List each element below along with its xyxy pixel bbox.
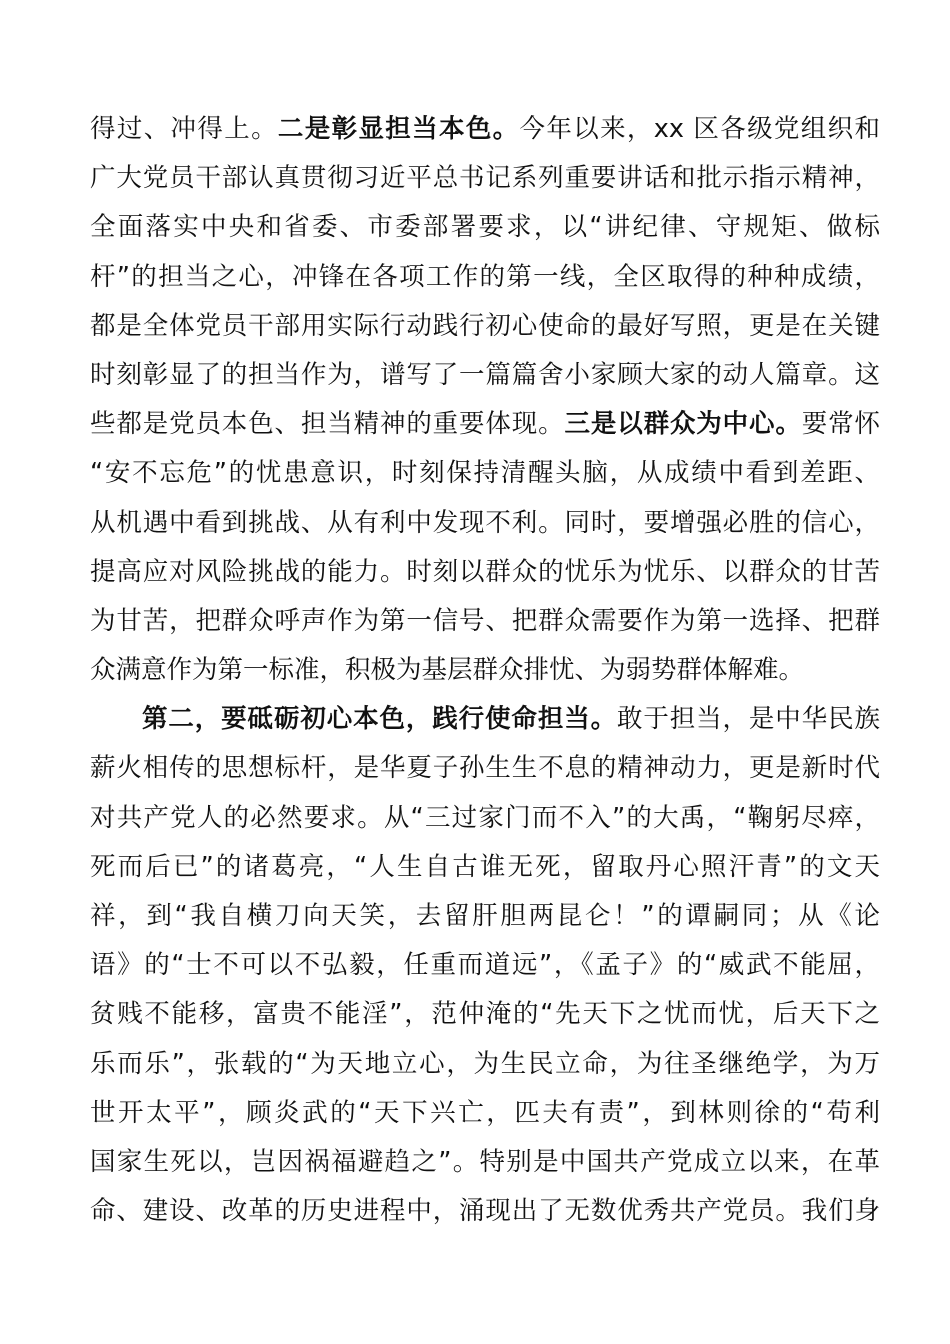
text-segment: 都是全体党员干部用实际行动践行初心使命的最好写照，更是在关键	[90, 310, 880, 341]
paragraph-1	[90, 105, 880, 695]
text-segment: 乐而乐”，张载的“为天地立心，为生民立命，为往圣继绝学，为万	[90, 1048, 880, 1079]
text-segment: 命、建设、改革的历史进程中，涌现出了无数优秀共产党员。我们身	[90, 1196, 880, 1227]
text-line	[90, 400, 880, 449]
text-line	[90, 744, 880, 793]
text-segment: 死而后已”的诸葛亮，“人生自古谁无死，留取丹心照汗青”的文天	[90, 851, 880, 882]
text-line	[90, 105, 880, 154]
text-line	[90, 597, 880, 646]
text-segment: 提高应对风险挑战的能力。时刻以群众的忧乐为忧乐、以群众的甘苦	[90, 556, 880, 587]
text-segment: 杆”的担当之心，冲锋在各项工作的第一线，全区取得的种种成绩，	[90, 261, 880, 292]
text-line	[90, 892, 880, 941]
bold-text-segment: 三是以群众为中心。	[564, 409, 802, 440]
text-line	[90, 203, 880, 252]
text-segment: 今年以来，xx 区各级党组织和	[519, 114, 880, 144]
text-segment: “安不忘危”的忧患意识，时刻保持清醒头脑，从成绩中看到差距、	[90, 458, 880, 489]
text-segment: 贫贱不能移，富贵不能淫”，范仲淹的“先天下之忧而忧，后天下之	[90, 999, 880, 1030]
text-segment: 世开太平”，顾炎武的“天下兴亡，匹夫有责”，到林则徐的“苟利	[90, 1097, 880, 1128]
text-line	[90, 695, 880, 744]
text-segment: 得过、冲得上。	[90, 114, 278, 144]
text-line	[90, 1089, 880, 1138]
text-line	[90, 843, 880, 892]
text-line	[90, 253, 880, 302]
text-segment: 敢于担当，是中华民族	[616, 704, 880, 735]
text-line	[90, 302, 880, 351]
text-line	[90, 941, 880, 990]
text-segment: 对共产党人的必然要求。从“三过家门而不入”的大禹，“鞠躬尽瘁，	[90, 802, 880, 833]
paragraph-2	[90, 695, 880, 1236]
document-page	[90, 105, 880, 1236]
text-segment: 全面落实中央和省委、市委部署要求，以“讲纪律、守规矩、做标	[90, 212, 880, 243]
text-segment: 祥，到“我自横刀向天笑，去留肝胆两昆仑！”的谭嗣同；从《论	[90, 901, 880, 931]
text-line	[90, 1138, 880, 1187]
text-segment: 从机遇中看到挑战、从有利中发现不利。同时，要增强必胜的信心，	[90, 507, 880, 538]
text-line	[90, 794, 880, 843]
text-segment: 要常怀	[801, 409, 880, 440]
text-line	[90, 990, 880, 1039]
text-segment: 广大党员干部认真贯彻习近平总书记系列重要讲话和批示指示精神，	[90, 163, 880, 194]
text-line	[90, 1040, 880, 1089]
text-segment: 为甘苦，把群众呼声作为第一信号、把群众需要作为第一选择、把群	[90, 605, 880, 636]
bold-text-segment: 二是彰显担当本色。	[277, 114, 520, 144]
text-segment: 众满意作为第一标准，积极为基层群众排忧、为弱势群体解难。	[90, 655, 805, 686]
text-segment: 时刻彰显了的担当作为，谱写了一篇篇舍小家顾大家的动人篇章。这	[90, 359, 880, 390]
text-segment: 国家生死以，岂因祸福避趋之”。特别是中国共产党成立以来，在革	[90, 1146, 880, 1177]
text-line	[90, 499, 880, 548]
text-line	[90, 1187, 880, 1236]
bold-text-segment: 第二，要砥砺初心本色，践行使命担当。	[142, 704, 617, 735]
text-segment: 语》的“士不可以不弘毅，任重而道远”，《孟子》的“威武不能屈，	[90, 950, 880, 981]
text-line	[90, 351, 880, 400]
text-segment: 些都是党员本色、担当精神的重要体现。	[90, 409, 565, 440]
text-line	[90, 449, 880, 498]
text-line	[90, 154, 880, 203]
text-line	[90, 548, 880, 597]
text-line	[90, 646, 880, 695]
text-segment: 薪火相传的思想标杆，是华夏子孙生生不息的精神动力，更是新时代	[90, 753, 880, 784]
